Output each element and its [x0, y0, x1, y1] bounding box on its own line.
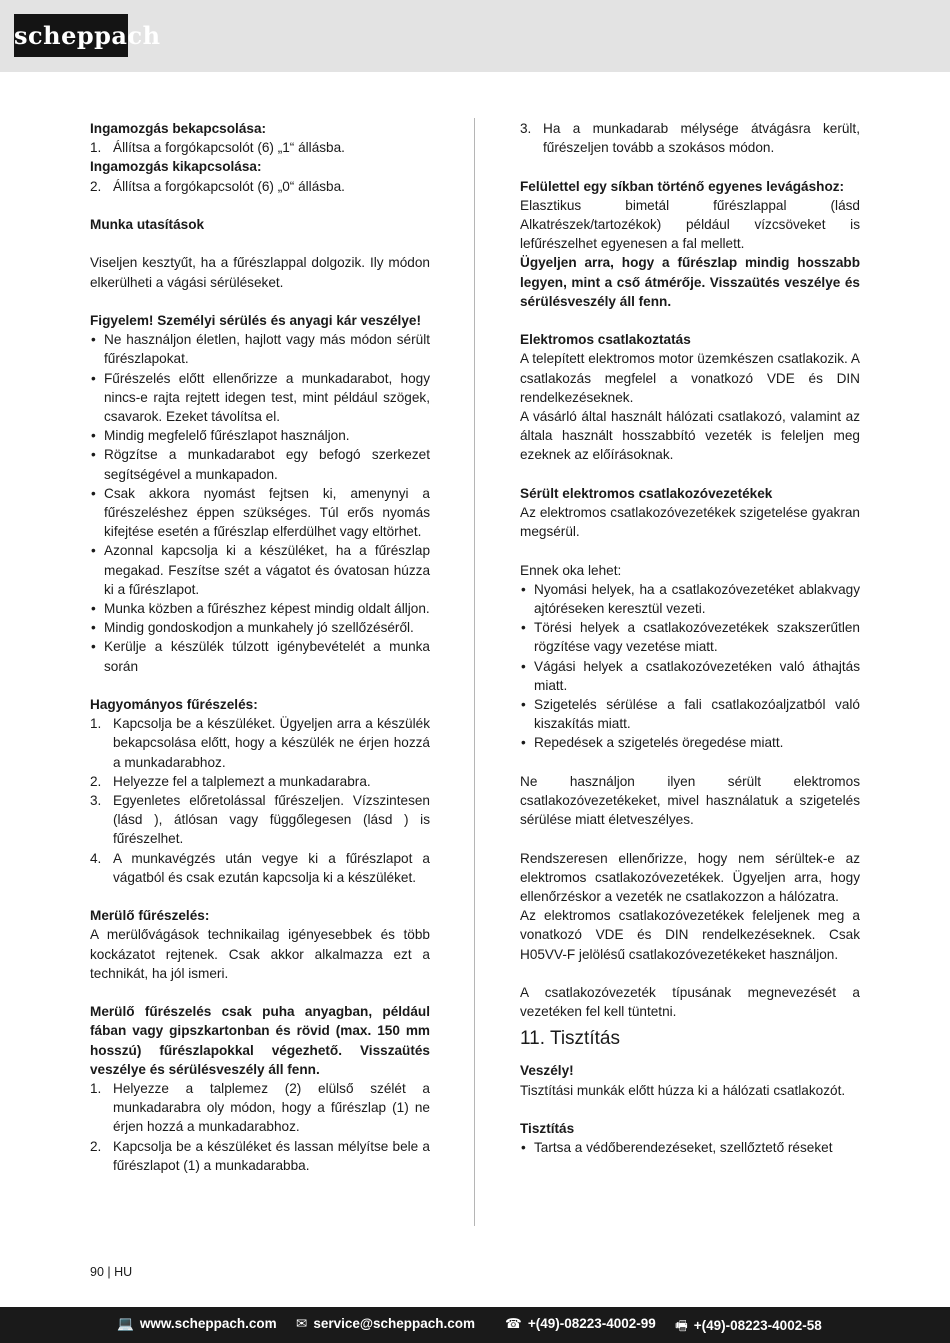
danger-heading: Veszély! — [520, 1063, 574, 1079]
plunge-warning: Merülő fűrészelés csak puha anyagban, például fában vagy gipszkartonban és rövid (max. 150 mm hosszú) fűrészlapokkal végezhető. Visszaütés veszélye és sérülésveszély áll fenn. — [90, 1004, 430, 1077]
electrical-paragraph-1: A telepített elektromos motor üzemkészen csatlakozik. A csatlakozás megfelel a vonatkozó VDE és DIN rendelkezéseknek. — [520, 351, 860, 405]
list-item: 3. Egyenletes előretolással fűrészeljen. Vízszintesen (lásd ), átlósan vagy függőlegesen (lásd ) is fűrészelhet. — [90, 793, 430, 847]
list-item: • Azonnal kapcsolja ki a készüléket, ha a fűrészlap megakad. Feszítse szét a vágatot és óvatosan húzza ki a fűrészlapot. — [91, 543, 430, 597]
phone-icon: ☎ — [505, 1316, 522, 1331]
danger-paragraph: Tisztítási munkák előtt húzza ki a hálózati csatlakozót. — [520, 1082, 846, 1098]
pendulum-off-title: Ingamozgás kikapcsolása: — [90, 159, 262, 175]
plunge-sawing-heading: Merülő fűrészelés: — [90, 908, 210, 924]
list-item: 2. Helyezze fel a talplemezt a munkadarabra. — [90, 773, 371, 789]
footer-email[interactable]: ✉ service@scheppach.com — [296, 1316, 476, 1331]
flush-cut-heading: Felülettel egy síkban történő egyenes levágáshoz: — [520, 178, 845, 194]
list-item: • Mindig gondoskodjon a munkahely jó szellőzéséről. — [91, 620, 414, 636]
footer-fax: 🖷 +(49)-08223-4002-58 — [675, 1316, 822, 1339]
pendulum-on-title: Ingamozgás bekapcsolása: — [90, 121, 267, 136]
list-item: • Ne használjon életlen, hajlott vagy más módon sérült fűrészlapokat. — [91, 332, 430, 367]
footer-website[interactable]: 💻 www.scheppach.com — [117, 1316, 277, 1331]
list-item: • Csak akkora nyomást fejtsen ki, amenynyi a fűrészeléshez éppen szükséges. Túl erős nyomás kifejtése esetén a fűrészlap elferdülhet vagy eltörhet. — [91, 485, 430, 540]
warning-paragraph: Figyelem! Személyi sérülés és anyagi kár veszélye! — [90, 312, 421, 328]
left-column — [90, 119, 430, 1175]
list-item: 3. Ha a munkadarab mélysége átvágásra került, fűrészeljen tovább a szokásos módon. — [520, 121, 860, 156]
list-item: • Nyomási helyek, ha a csatlakozóvezetéket ablakvagy ajtóréseken keresztül vezeti. — [521, 581, 860, 617]
list-item: • Munka közben a fűrészhez képest mindig oldalt álljon. — [91, 601, 430, 617]
list-item: • Törési helyek a csatlakozóvezetékek szakszerűtlen rögzítése vagy vezetése miatt. — [521, 620, 860, 655]
list-item: • Tartsa a védőberendezéseket, szellőztető réseket — [521, 1140, 833, 1156]
cleaning-heading: Tisztítás — [520, 1121, 575, 1137]
damaged-cables-heading: Sérült elektromos csatlakozóvezetékek — [520, 485, 773, 501]
footer-phone[interactable]: ☎ +(49)-08223-4002-99 — [505, 1316, 656, 1331]
gloves-paragraph: Viseljen kesztyűt, ha a fűrészlappal dolgozik. Ily módon elkerülheti a vágási sérüléseket. — [90, 255, 430, 290]
mail-icon: ✉ — [296, 1316, 308, 1331]
list-item: 2. Kapcsolja be a készüléket és lassan mélyítse bele a fűrészlapot (1) a munkadarabba. — [90, 1138, 430, 1173]
computer-icon: 💻 — [117, 1316, 134, 1331]
list-item: • Fűrészelés előtt ellenőrizze a munkadarabot, hogy nincs-e rajta rejtett idegen test, mint például szögek, csavarok. Ezeket távolítsa el. — [91, 370, 430, 424]
section-heading: 11. Tisztítás — [520, 1028, 620, 1050]
list-item: • Szigetelés sérülése a fali csatlakozóaljzatból való kiszakítás miatt. — [521, 697, 860, 732]
list-item: • Vágási helyek a csatlakozóvezetéken való áthajtás miatt. — [521, 658, 860, 693]
damaged-cables-paragraph: Az elektromos csatlakozóvezetékek szigetelése gyakran megsérül. — [520, 505, 860, 540]
brand-logo: scheppach — [14, 14, 128, 57]
electrical-connection-heading: Elektromos csatlakoztatás — [520, 332, 691, 348]
flush-cut-paragraph: Elasztikus bimetál fűrészlappal (lásd Alkatrészek/tartozékok) például vízcsöveket is lefűrészelhet egyenesen a fal mellett. — [520, 197, 860, 252]
list-item: 4. A munkavégzés után vegye ki a fűrészlapot a vágatból és csak ezután kapcsolja ki a készüléket. — [90, 850, 430, 885]
pendulum-off-step: 2. Állítsa a forgókapcsolót (6) „0“ állásba. — [90, 178, 345, 194]
page-number: 90 | HU — [90, 1265, 133, 1279]
plunge-paragraph: A merülővágások technikailag igényesebbek és több kockázatot rejtenek. Csak akkor alkalmazza ezt a technikát, ha jól ismeri. — [90, 927, 430, 981]
cable-type-paragraph: A csatlakozóvezeték típusának megnevezését a vezetéken fel kell tüntetni. — [520, 985, 860, 1020]
list-item: 1. Helyezze a talplemez (2) elülső szélét a munkadarabra oly módon, hogy a fűrészlap (1) ne érjen hozzá a munkadarabhoz. — [90, 1081, 430, 1135]
no-use-paragraph: Ne használjon ilyen sérült elektromos csatlakozóvezetékeket, mivel használatuk a szigetelés sérülése miatt életveszélyes. — [520, 773, 860, 828]
list-item: 1. Kapcsolja be a készüléket. Ügyeljen arra a készülék bekapcsolása előtt, hogy a készülék ne érjen hozzá a munkadarabhoz. — [90, 716, 430, 770]
list-item: • Mindig megfelelő fűrészlapot használjon. — [91, 428, 350, 444]
flush-cut-warning: Ügyeljen arra, hogy a fűrészlap mindig hosszabb legyen, mint a cső átmérője. Visszaütés veszélye és sérülésveszély áll fenn. — [520, 255, 860, 309]
right-column — [520, 119, 860, 1157]
column-divider — [474, 118, 475, 1226]
cause-intro: Ennek oka lehet: — [520, 562, 622, 578]
page-footer — [0, 1307, 950, 1343]
list-item: • Rögzítse a munkadarabot egy befogó szerkezet segítségével a munkapadon. — [91, 447, 430, 482]
fax-icon: 🖷 — [675, 1318, 688, 1333]
pendulum-on-step: 1. Állítsa a forgókapcsolót (6) „1“ állásba. — [90, 140, 345, 156]
page-header — [0, 0, 950, 72]
traditional-sawing-heading: Hagyományos fűrészelés: — [90, 697, 258, 713]
list-item: • Repedések a szigetelés öregedése miatt. — [521, 735, 784, 751]
list-item: • Kerülje a készülék túlzott igénybevételét a munka során — [91, 639, 430, 674]
electrical-paragraph-2: A vásárló által használt hálózati csatlakozó, valamint az általa használt hosszabbító vezeték is feleljen meg ezeknek az előírásoknak. — [520, 409, 860, 463]
check-paragraph-1: Rendszeresen ellenőrizze, hogy nem sérültek-e az elektromos csatlakozóvezetékek. Ügyeljen arra, hogy ellenőrzéskor a vezeték ne csatlakozzon a hálózatra. — [520, 850, 860, 905]
check-paragraph-2: Az elektromos csatlakozóvezetékek feleljenek meg a vonatkozó VDE és DIN rendelkezéseknek. Csak H05VV-F jelölésű csatlakozóvezetékeket használjon. — [520, 908, 860, 962]
work-instructions-heading: Munka utasítások — [90, 217, 205, 232]
